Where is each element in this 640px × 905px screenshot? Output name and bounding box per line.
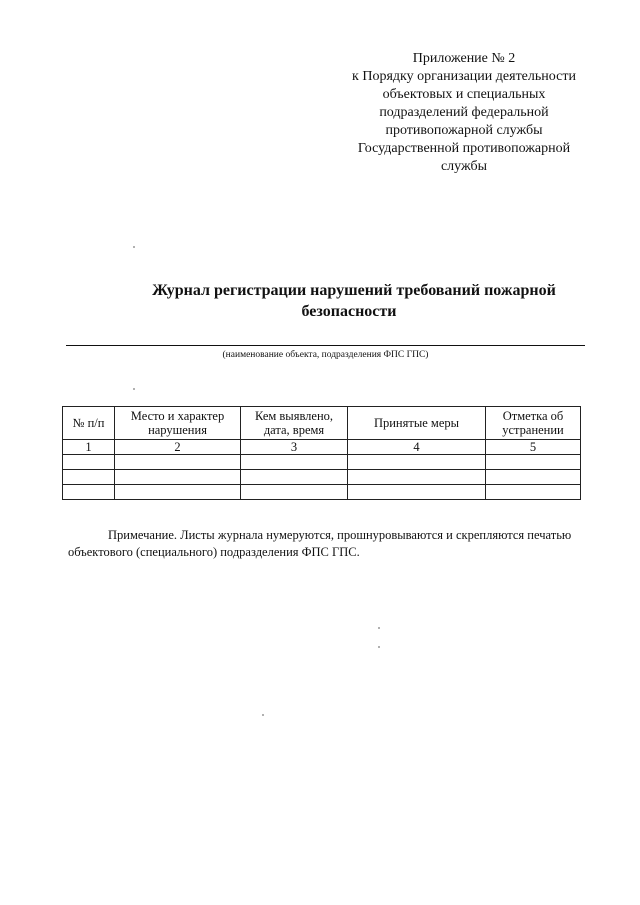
table-cell xyxy=(241,470,348,485)
table-cell xyxy=(115,455,241,470)
appendix-line: к Порядку организации деятельности xyxy=(352,69,576,84)
title-line: безопасности xyxy=(301,303,397,320)
note-line: Примечание. Листы журнала нумеруются, прошнуровываются и скрепляются печатью xyxy=(108,528,572,542)
column-number-cell: 2 xyxy=(115,440,241,455)
table-row xyxy=(63,470,581,485)
table-cell xyxy=(348,485,486,500)
table-column-numbers-row xyxy=(63,440,581,455)
title-line: Журнал регистрации нарушений требований пожарной xyxy=(152,282,556,299)
column-header-measures: Принятые меры xyxy=(348,407,486,440)
scan-speck xyxy=(262,714,264,716)
column-number-cell: 1 xyxy=(63,440,115,455)
table-cell xyxy=(63,470,115,485)
table-cell xyxy=(241,485,348,500)
journal-table xyxy=(62,406,581,500)
object-name-caption: (наименование объекта, подразделения ФПС ГПС) xyxy=(222,350,429,360)
table-cell xyxy=(63,485,115,500)
column-header-number: № п/п xyxy=(63,407,115,440)
column-header-violation: Место и характер нарушения xyxy=(115,407,241,440)
column-number-cell: 5 xyxy=(486,440,581,455)
note-paragraph xyxy=(68,527,588,561)
table-cell xyxy=(63,455,115,470)
document-title xyxy=(60,280,638,322)
column-number-cell: 3 xyxy=(241,440,348,455)
appendix-line: объектовых и специальных xyxy=(382,87,546,102)
table-cell xyxy=(241,455,348,470)
scan-speck xyxy=(133,246,135,248)
note-line: объектового (специального) подразделения ФПС ГПС. xyxy=(68,545,360,559)
table-cell xyxy=(115,470,241,485)
appendix-line: противопожарной службы xyxy=(385,123,543,138)
appendix-line: службы xyxy=(440,159,488,174)
column-header-detected-by: Кем выявлено, дата, время xyxy=(241,407,348,440)
table-cell xyxy=(486,485,581,500)
table-row xyxy=(63,485,581,500)
appendix-line: Государственной противопожарной xyxy=(357,141,571,156)
scan-speck xyxy=(378,627,380,629)
table-cell xyxy=(115,485,241,500)
scan-speck xyxy=(133,388,135,390)
table-cell xyxy=(486,470,581,485)
table-cell xyxy=(348,470,486,485)
object-name-line xyxy=(66,345,585,346)
appendix-line: подразделений федеральной xyxy=(379,105,549,120)
column-header-elimination-mark: Отметка об устранении xyxy=(486,407,581,440)
scan-speck xyxy=(378,646,380,648)
table-cell xyxy=(348,455,486,470)
table-row xyxy=(63,455,581,470)
table-header-row xyxy=(63,407,581,440)
column-number-cell: 4 xyxy=(348,440,486,455)
appendix-header xyxy=(330,50,598,176)
table-cell xyxy=(486,455,581,470)
appendix-line: Приложение № 2 xyxy=(412,51,516,66)
